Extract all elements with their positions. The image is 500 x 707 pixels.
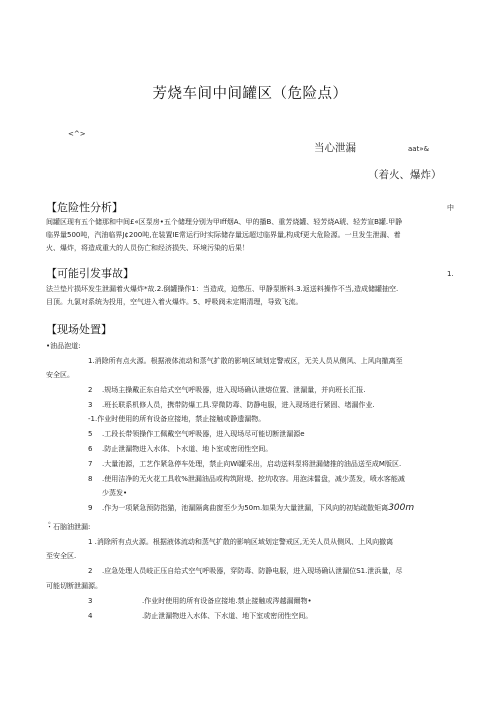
hazard-subtitle: （着火、爆炸） [368,169,442,181]
step-number: 5 [88,430,93,438]
accident-heading: 【可能引发事故】 [46,267,134,280]
accident-side-num: 1. [447,270,454,278]
step-number: 6 [88,445,93,453]
oil-step-2 [88,384,365,396]
oil-step-5 [88,428,305,440]
top-mark: <^> [68,130,86,138]
oil-step-1-cont: 安全区。 [46,371,74,379]
response-heading: 【现场处置】 [46,323,112,336]
step-text: .作业时使用的所有设备应接地.禁止接触或涔越漏爾物• [142,597,312,605]
oil-step-4: -1.作业时使用的所有设备应接地，禁止接触或静遗漏物。 [88,415,266,423]
oil-step-6 [88,443,272,455]
step-number: 2 [88,386,93,394]
step-distance: 300m [388,503,415,513]
risk-heading: 【危险性分析】 [46,201,123,214]
naphtha-step-1: 1 .消除所有点火源。根据液体流动和蒸气扩散的影响区域划定警戒区,无关人员从侧风、上风向撤离 [88,538,394,546]
step-number: 2 [88,567,93,575]
accident-line: 目顶。九氯对系统为投用，空气进入着火爆炸。5、呼吸阀未定期清理，导致飞流。 [46,298,303,306]
naphtha-step-3 [88,595,312,607]
hazard-code: aat»& [408,145,430,153]
end-mark: 。 [48,517,55,525]
oil-leak-subheading: •油品泡道: [46,342,81,350]
step-number: 3 [88,401,93,409]
step-text: .班长联系机修人员，携带防爆工具.穿微防毒、防静电服，进入现场进行紧固、堵漏作业. [102,401,375,409]
naphtha-step-1-cont: 至安全区. [46,552,77,560]
naphtha-step-2 [88,565,402,577]
step-text: .作为一项紧急预防指猫，池漏隔禽曲窗至少为50m.如果为大量泄漏，下风向的初始疏散矩离 [102,504,389,512]
oil-step-8-cont: 少蒸发• [102,489,128,497]
step-number: 3 [88,597,93,605]
naphtha-step-2-cont: 可能切断泄漏源。 [46,582,102,590]
step-text: .防止泄漏物进入水体、卜水道、地卜室或密闭性空间。 [102,445,273,453]
risk-line: 临界量500吨，汽油临界J¢200吨,在装置IE常运行时实际储存量远超过临界量,构成f更大危险源。一旦发生泄漏、着 [46,231,401,239]
oil-step-3 [88,399,375,411]
naphtha-step-4 [88,610,312,622]
step-number: 8 [88,475,93,483]
oil-step-1: 1.消除所有点火源。根据液体流动和蒸气扩散的影响区域划定警戒区，无关人员从侧风、上风向撤离至 [88,357,403,365]
oil-step-9 [88,502,414,514]
step-text: .使用洁净的无火花工具收%泄漏油品或构筑附堤、挖坑收容。用泡沫髷盘，减少蒸发，喷水客能减 [102,475,405,483]
page-title: 芳烧车间中间罐区（危险点） [152,86,348,102]
accident-line: 法兰垫片损坏发生泄漏着火爆炸*故.2.倒罐操作1：当造成，迫憋压、甲静泵断料.3.返送料操作不当,造成储罐抽空. [46,285,399,293]
oil-step-7 [88,458,401,470]
risk-line: 间罐区现有五个储那和中间£«区泵房•五个储理分别为甲Iff烟A、甲的播B、重芳烧罐、轻芳烧A琥、轻芳宣B罐.甲静 [46,218,403,226]
step-text: .工段长带领操作工佩戴空气呼吸器，进入现场尽可能切断泄漏源e [102,430,305,438]
naphtha-leak-subheading: ・石脑油泄漏: [46,523,91,531]
risk-line: 火、爆炸，将造成重大的人员伤亡和经济损失、环境污染的后果！ [46,244,249,252]
step-number: 9 [88,504,93,512]
step-text: .大量池源，工艺作紧急停车处理，禁止向Wi罐采出，启动送料泵将泄漏储推的油品送至成M版区. [102,460,402,468]
oil-step-8 [88,473,405,485]
step-number: 7 [88,460,93,468]
risk-paragraph [46,216,466,255]
step-text: .应急处理人员岐正压自给式空气呼吸器，穿防毒、防静电服，进入现场确认泄漏位S1.泄浜量，尽 [102,567,403,575]
accident-paragraph [46,283,466,309]
step-number: 4 [88,612,93,620]
step-text: .防止泄漏物进入水体、下水道、地下室或密闭性空间。 [142,612,313,620]
step-text: .规场主操戴正东自给式空气呼吸器，进入现场确认泄熔位置、泄漏量，并向班长汇报. [102,386,366,394]
risk-side-char: 中 [447,204,454,212]
hazard-label: 当心泄漏 [314,142,356,154]
